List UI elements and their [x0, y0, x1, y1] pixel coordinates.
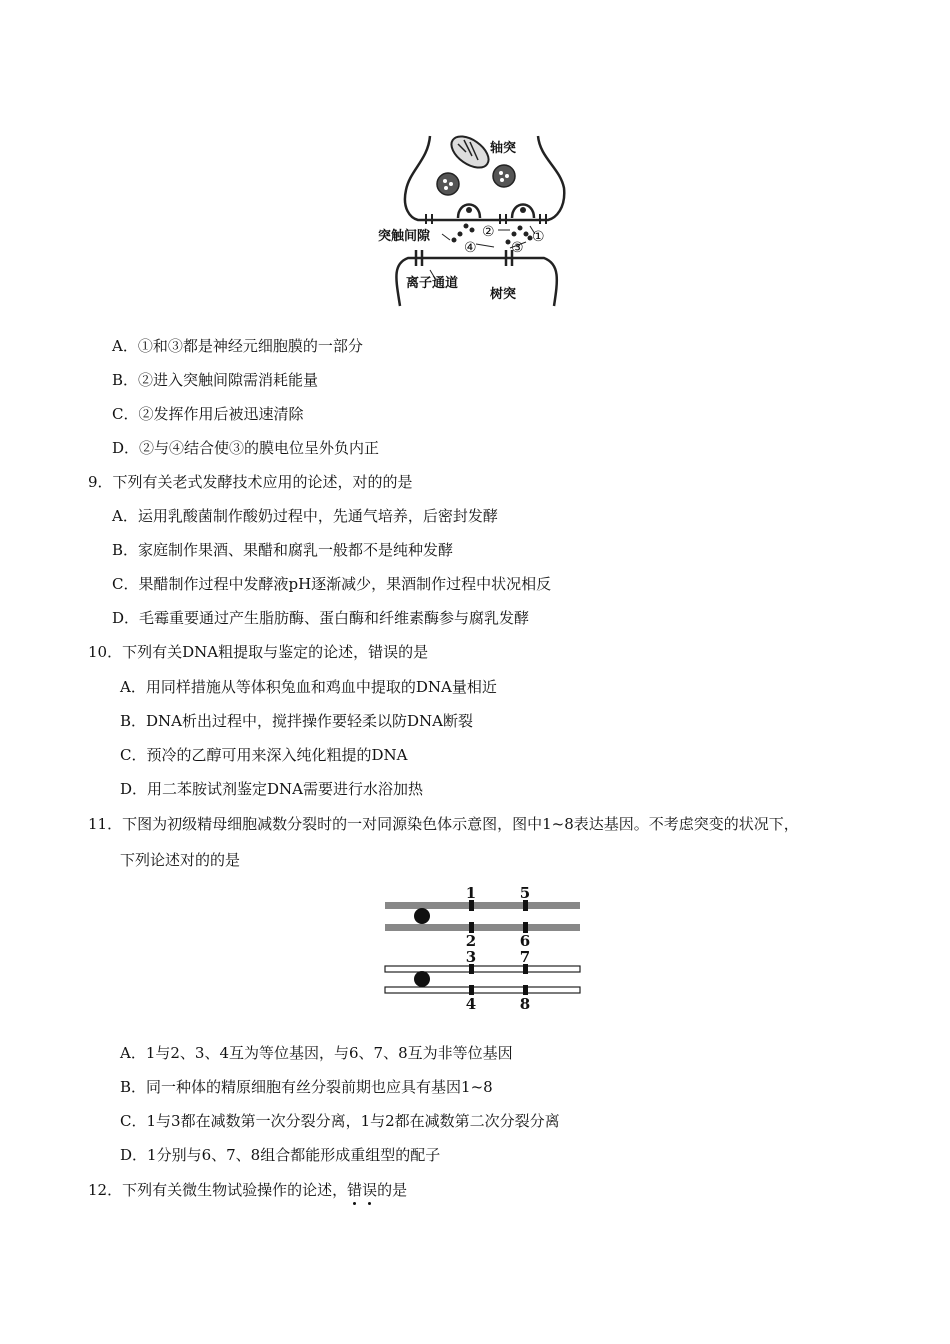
- gene-label-7: 7: [519, 948, 531, 966]
- q11-stem-line2: 下列论述对的的是: [120, 851, 241, 869]
- gene-label-1: 1: [465, 884, 477, 902]
- q11-option-c: C．1与3都在减数第一次分裂分离，1与2都在减数第二次分裂分离: [120, 1112, 560, 1130]
- q8-option-a: A．①和③都是神经元细胞膜的一部分: [112, 337, 363, 355]
- chromatid-2: [385, 924, 580, 931]
- synaptic-cleft-label: 突触间隙: [378, 229, 431, 244]
- marker-4: ④: [464, 240, 477, 256]
- q8-option-d: D．②与④结合使③的膜电位呈外负内正: [112, 439, 380, 457]
- q11-option-b: B．同一种体的精原细胞有丝分裂前期也应具有基因1~8: [120, 1078, 493, 1096]
- gene-label-3: 3: [465, 948, 477, 966]
- fusing-vesicle-icon: [512, 205, 534, 219]
- q12-emphasis-char: 误: [362, 1181, 378, 1199]
- q8-option-b: B．②进入突触间隙需消耗能量: [112, 371, 319, 389]
- q11-option-a: A．1与2、3、4互为等位基因，与6、7、8互为非等位基因: [120, 1044, 513, 1062]
- fusing-vesicle-icon: [458, 205, 480, 219]
- chromatid-4: [385, 987, 580, 993]
- q10-option-a: A．用同样措施从等体积兔血和鸡血中提取的DNA量相近: [120, 678, 497, 696]
- q8-option-c: C．②发挥作用后被迅速清除: [112, 405, 304, 423]
- q9-option-a: A．运用乳酸菌制作酸奶过程中，先通气培养，后密封发酵: [112, 507, 498, 525]
- marker-3: ③: [511, 240, 524, 256]
- marker-1: ①: [532, 229, 545, 245]
- q9-option-d: D．毛霉重要通过产生脂肪酶、蛋白酶和纤维素酶参与腐乳发酵: [112, 609, 530, 627]
- synaptic-vesicle-icon: [493, 165, 515, 187]
- q12-emphasis-char: 错: [347, 1181, 363, 1199]
- q11-stem-line1: 11．下图为初级精母细胞减数分裂时的一对同源染色体示意图，图中1~8表达基因。不考虑突变的状况下，: [88, 815, 799, 833]
- q11-option-d: D．1分别与6、7、8组合都能形成重组型的配子: [120, 1146, 441, 1164]
- q12-stem-suffix: 的是: [377, 1181, 408, 1199]
- q9-stem: 9．下列有关老式发酵技术应用的论述，对的的是: [88, 473, 413, 491]
- ion-channel-label: 离子通道: [406, 276, 459, 291]
- synapse-diagram: [370, 130, 580, 310]
- q10-stem: 10．下列有关DNA粗提取与鉴定的论述，错误的是: [88, 643, 429, 661]
- chromatid-3: [385, 966, 580, 972]
- q10-option-c: C．预冷的乙醇可用来深入纯化粗提的DNA: [120, 746, 408, 764]
- dendrite-label: 树突: [490, 287, 517, 302]
- axon-label: 轴突: [490, 141, 517, 156]
- synaptic-vesicle-icon: [437, 173, 459, 195]
- centromere: [414, 908, 430, 924]
- q10-option-d: D．用二苯胺试剂鉴定DNA需要进行水浴加热: [120, 780, 424, 798]
- chromatid-1: [385, 902, 580, 909]
- gene-label-8: 8: [519, 995, 531, 1013]
- marker-2: ②: [482, 224, 495, 240]
- gene-label-4: 4: [465, 995, 477, 1013]
- q10-option-b: B．DNA析出过程中，搅拌操作要轻柔以防DNA断裂: [120, 712, 473, 730]
- q9-option-c: C．果醋制作过程中发酵液pH逐渐减少，果酒制作过程中状况相反: [112, 575, 552, 593]
- q12-stem-prefix: 12．下列有关微生物试验操作的论述，: [88, 1181, 348, 1199]
- q12-stem: [88, 1180, 407, 1200]
- chromosome-diagram: [380, 882, 590, 1014]
- centromere: [414, 971, 430, 987]
- mitochondrion-icon: [446, 130, 494, 174]
- gene-label-2: 2: [465, 932, 477, 950]
- gene-label-6: 6: [519, 932, 531, 950]
- q9-option-b: B．家庭制作果酒、果醋和腐乳一般都不是纯种发酵: [112, 541, 454, 559]
- gene-label-5: 5: [519, 884, 531, 902]
